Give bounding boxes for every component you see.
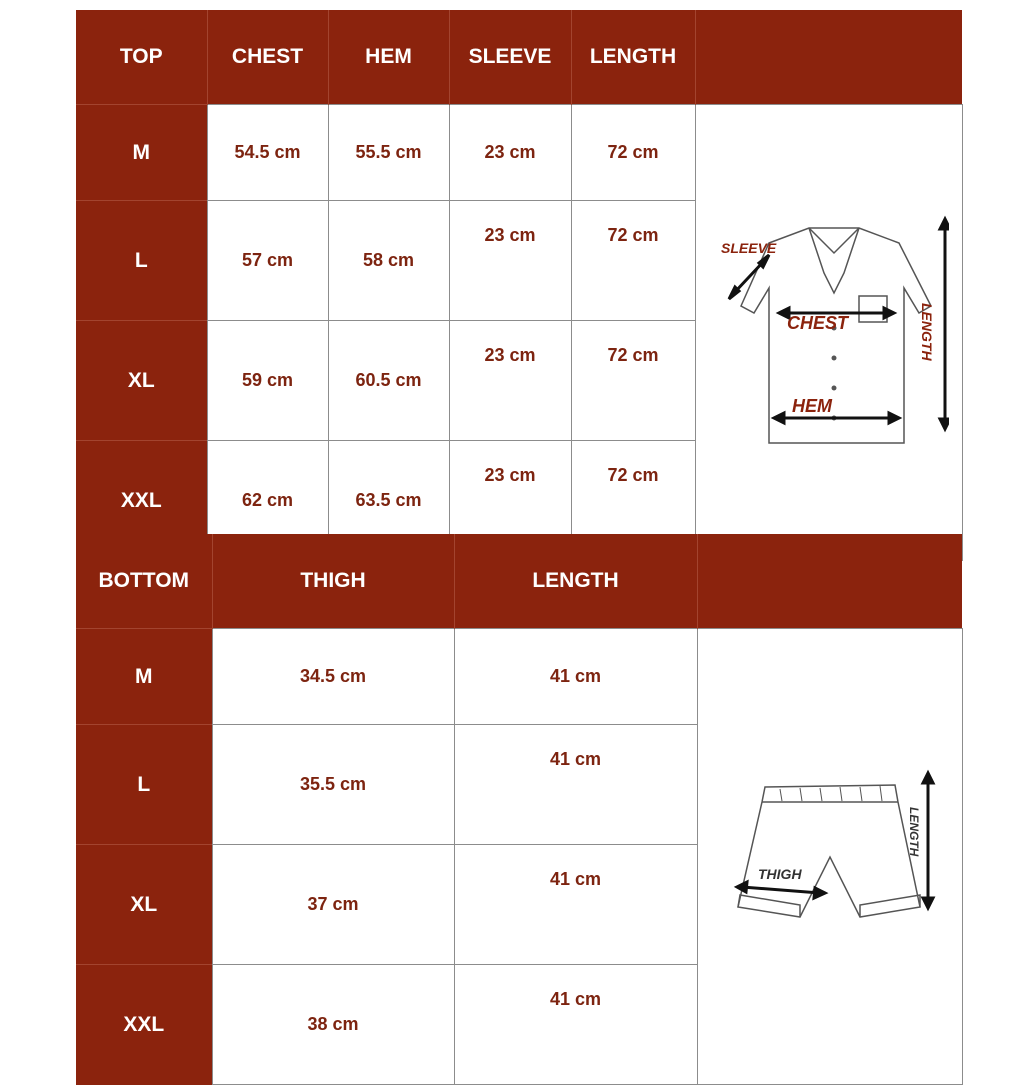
length-value: 72 cm: [571, 441, 695, 561]
sleeve-value: 23 cm: [449, 201, 571, 321]
header-bottom: BOTTOM: [76, 534, 212, 629]
top-size-table: [76, 10, 963, 561]
bottom-size-table: [76, 534, 963, 1085]
diagram-label-hem: HEM: [791, 395, 832, 416]
size-label: XL: [76, 321, 207, 441]
chest-value: 59 cm: [207, 321, 328, 441]
size-label: M: [76, 105, 207, 201]
sleeve-value: 23 cm: [449, 105, 571, 201]
hem-value: 60.5 cm: [328, 321, 449, 441]
shirt-diagram-cell: [695, 105, 962, 561]
hem-value: 63.5 cm: [328, 441, 449, 561]
length-value: 41 cm: [454, 629, 697, 725]
bottom-table-header-row: [76, 534, 962, 629]
top-table-header-row: [76, 10, 962, 105]
diagram-label-thigh: THIGH: [757, 865, 802, 882]
header-chest: CHEST: [207, 10, 328, 105]
table-row: [76, 629, 962, 725]
shorts-diagram-icon: [720, 767, 940, 947]
header-thigh: THIGH: [212, 534, 454, 629]
thigh-value: 37 cm: [212, 845, 454, 965]
thigh-value: 38 cm: [212, 965, 454, 1085]
size-label: M: [76, 629, 212, 725]
header-blank: [695, 10, 962, 105]
header-blank: [697, 534, 962, 629]
diagram-label-sleeve: SLEEVE: [720, 239, 776, 256]
sleeve-value: 23 cm: [449, 321, 571, 441]
diagram-label-length: LENGTH: [906, 806, 921, 856]
hem-value: 55.5 cm: [328, 105, 449, 201]
chest-value: 57 cm: [207, 201, 328, 321]
length-value: 72 cm: [571, 201, 695, 321]
length-value: 41 cm: [454, 845, 697, 965]
header-length: LENGTH: [454, 534, 697, 629]
size-label: L: [76, 725, 212, 845]
chest-value: 54.5 cm: [207, 105, 328, 201]
diagram-label-chest: CHEST: [786, 312, 848, 333]
thigh-value: 34.5 cm: [212, 629, 454, 725]
table-row: [76, 105, 962, 201]
thigh-value: 35.5 cm: [212, 725, 454, 845]
shirt-diagram-icon: [709, 213, 949, 453]
shorts-diagram-cell: [697, 629, 962, 1085]
length-value: 41 cm: [454, 725, 697, 845]
length-value: 41 cm: [454, 965, 697, 1085]
size-label: XXL: [76, 441, 207, 561]
header-hem: HEM: [328, 10, 449, 105]
header-sleeve: SLEEVE: [449, 10, 571, 105]
length-value: 72 cm: [571, 105, 695, 201]
sleeve-value: 23 cm: [449, 441, 571, 561]
header-length: LENGTH: [571, 10, 695, 105]
size-label: L: [76, 201, 207, 321]
diagram-label-length: LENGTH: [918, 302, 935, 361]
size-label: XL: [76, 845, 212, 965]
hem-value: 58 cm: [328, 201, 449, 321]
chest-value: 62 cm: [207, 441, 328, 561]
header-top: TOP: [76, 10, 207, 105]
size-label: XXL: [76, 965, 212, 1085]
length-value: 72 cm: [571, 321, 695, 441]
